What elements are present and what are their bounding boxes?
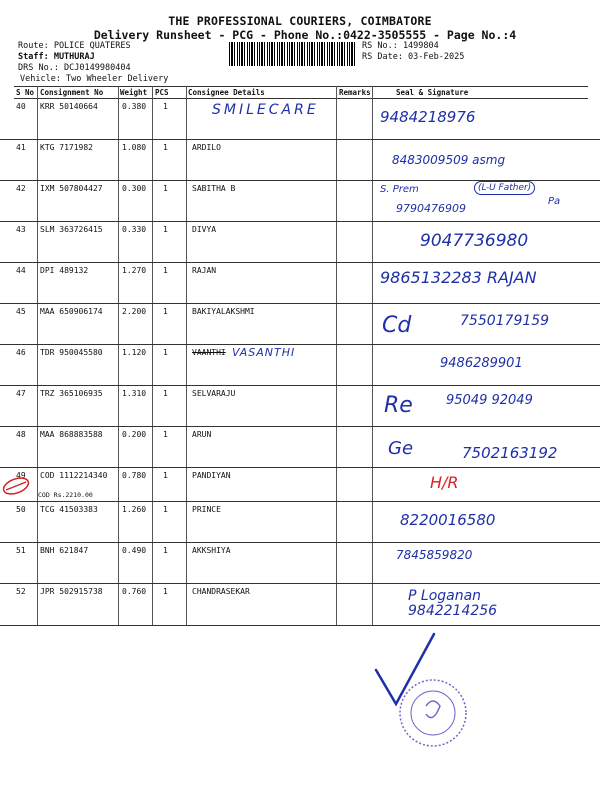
col-header-weight: Weight (120, 88, 148, 97)
row-consignment: TCG 41503383 (40, 505, 98, 514)
col-header-consignment: Consignment No (40, 88, 104, 97)
table-row (0, 344, 600, 385)
row-consignment: MAA 650906174 (40, 307, 103, 316)
row-consignee: VAANTHI (192, 348, 226, 357)
signature-scribble: Cd (382, 313, 412, 338)
table-row (0, 262, 600, 303)
vehicle-label: Vehicle: Two Wheeler Delivery (20, 74, 169, 84)
page-subtitle: Delivery Runsheet - PCG - Phone No.:0422-3505555 - Page No.:4 (93, 28, 517, 42)
staff-label: Staff: MUTHURAJ (18, 52, 95, 62)
table-row (0, 221, 600, 262)
row-weight: 0.490 (122, 546, 147, 555)
row-weight: 0.200 (122, 430, 147, 439)
col-header-signature: Seal & Signature (396, 88, 469, 97)
handwritten-consignee: SMILECARE (212, 102, 319, 118)
handwritten-prefix: S. Prem (380, 184, 419, 195)
row-consignment: IXM 507804427 (40, 184, 103, 193)
handwritten-hr-mark: H/R (430, 473, 459, 492)
row-pcs: 1 (163, 505, 168, 514)
signature-scribble: Re (384, 393, 413, 418)
row-sno: 49 (16, 471, 26, 480)
handwritten-signature: 9865132283 RAJAN (380, 268, 537, 287)
row-pcs: 1 (163, 225, 168, 234)
col-header-pcs: PCS (155, 88, 169, 97)
row-weight: 0.780 (122, 471, 147, 480)
row-weight: 0.300 (122, 184, 147, 193)
handwritten-signature: 9047736980 (420, 231, 529, 251)
row-pcs: 1 (163, 266, 168, 275)
table-row (0, 303, 600, 344)
row-weight: 1.310 (122, 389, 147, 398)
handwritten-signature: 9790476909 (396, 202, 466, 215)
drs-label: DRS No.: DCJ0149980404 (18, 63, 131, 73)
row-consignee: DIVYA (192, 225, 217, 234)
row-weight: 1.080 (122, 143, 147, 152)
row-sno: 45 (16, 307, 26, 316)
handwritten-pa: Pa (548, 196, 561, 207)
row-pcs: 1 (163, 546, 168, 555)
row-consignee: ARUN (192, 430, 212, 439)
handwritten-signature: 8220016580 (400, 511, 496, 529)
seal-stamp-icon (396, 676, 470, 750)
page-title: THE PROFESSIONAL COURIERS, COIMBATORE (168, 14, 432, 28)
handwritten-consignee-correction: VASANTHI (232, 346, 296, 359)
row-consignee: ARDILO (192, 143, 221, 152)
row-sno: 44 (16, 266, 26, 275)
row-weight: 1.260 (122, 505, 147, 514)
handwritten-signature: 9484218976 (380, 108, 476, 126)
red-circle-mark (0, 470, 40, 500)
handwritten-signature: P Loganan 9842214256 (408, 588, 498, 619)
row-consignment: MAA 868883588 (40, 430, 103, 439)
handwritten-signature: 7845859820 (396, 548, 473, 562)
row-consignee: SABITHA B (192, 184, 236, 193)
handwritten-signature: 95049 92049 (446, 393, 533, 408)
row-consignment: BNH 621847 (40, 546, 89, 555)
row-weight: 0.330 (122, 225, 147, 234)
table-row (0, 385, 600, 426)
handwritten-signature: 8483009509 asmg (392, 153, 506, 167)
row-consignee: CHANDRASEKAR (192, 587, 250, 596)
table-row (0, 139, 600, 180)
handwritten-father-note: (L-U Father) (474, 181, 535, 195)
row-consignment: KRR 50140664 (40, 102, 98, 111)
row-consignment: DPI 489132 (40, 266, 89, 275)
row-consignee: BAKIYALAKSHMI (192, 307, 255, 316)
row-pcs: 1 (163, 184, 168, 193)
row-sno: 52 (16, 587, 26, 596)
row-pcs: 1 (163, 471, 168, 480)
row-pcs: 1 (163, 348, 168, 357)
rs-date-label: RS Date: 03-Feb-2025 (362, 52, 465, 62)
table-row (0, 583, 600, 625)
row-consignment: SLM 363726415 (40, 225, 103, 234)
row-consignee: AKKSHIYA (192, 546, 231, 555)
row-pcs: 1 (163, 143, 168, 152)
row-consignee: PANDIYAN (192, 471, 231, 480)
row-consignment: JPR 502915738 (40, 587, 103, 596)
row-sno: 46 (16, 348, 26, 357)
table-row (0, 467, 600, 501)
row-consignee: PRINCE (192, 505, 221, 514)
table-row (0, 180, 600, 221)
handwritten-signature: 7502163192 (462, 444, 558, 462)
row-sno: 40 (16, 102, 26, 111)
table-top-border (14, 86, 588, 87)
col-header-consignee: Consignee Details (188, 88, 265, 97)
table-bottom-border (0, 625, 600, 626)
row-consignee: SELVARAJU (192, 389, 236, 398)
row-pcs: 1 (163, 102, 168, 111)
row-weight: 1.120 (122, 348, 147, 357)
row-consignment: KTG 7171982 (40, 143, 93, 152)
table-row (0, 98, 600, 139)
table-row (0, 542, 600, 583)
cod-amount: COD Rs.2210.00 (38, 491, 93, 499)
row-weight: 2.200 (122, 307, 147, 316)
row-pcs: 1 (163, 587, 168, 596)
row-consignment: COD 1112214340 (40, 471, 108, 480)
col-header-remarks: Remarks (339, 88, 371, 97)
row-pcs: 1 (163, 389, 168, 398)
row-consignment: TRZ 365106935 (40, 389, 103, 398)
row-weight: 0.380 (122, 102, 147, 111)
row-weight: 1.270 (122, 266, 147, 275)
row-sno: 50 (16, 505, 26, 514)
table-row (0, 501, 600, 542)
row-consignee: RAJAN (192, 266, 217, 275)
handwritten-signature: 7550179159 (460, 313, 550, 329)
signature-scribble: Ge (388, 438, 414, 459)
col-header-sno: S No (16, 88, 35, 97)
barcode (229, 42, 355, 66)
row-sno: 48 (16, 430, 26, 439)
row-sno: 41 (16, 143, 26, 152)
rs-no-label: RS No.: 1499804 (362, 41, 439, 51)
table-row (0, 426, 600, 467)
row-sno: 43 (16, 225, 26, 234)
row-weight: 0.760 (122, 587, 147, 596)
row-sno: 47 (16, 389, 26, 398)
row-sno: 42 (16, 184, 26, 193)
row-consignment: TDR 950045580 (40, 348, 103, 357)
route-label: Route: POLICE QUATERES (18, 41, 131, 51)
row-pcs: 1 (163, 307, 168, 316)
row-pcs: 1 (163, 430, 168, 439)
handwritten-signature: 9486289901 (440, 356, 523, 371)
row-sno: 51 (16, 546, 26, 555)
